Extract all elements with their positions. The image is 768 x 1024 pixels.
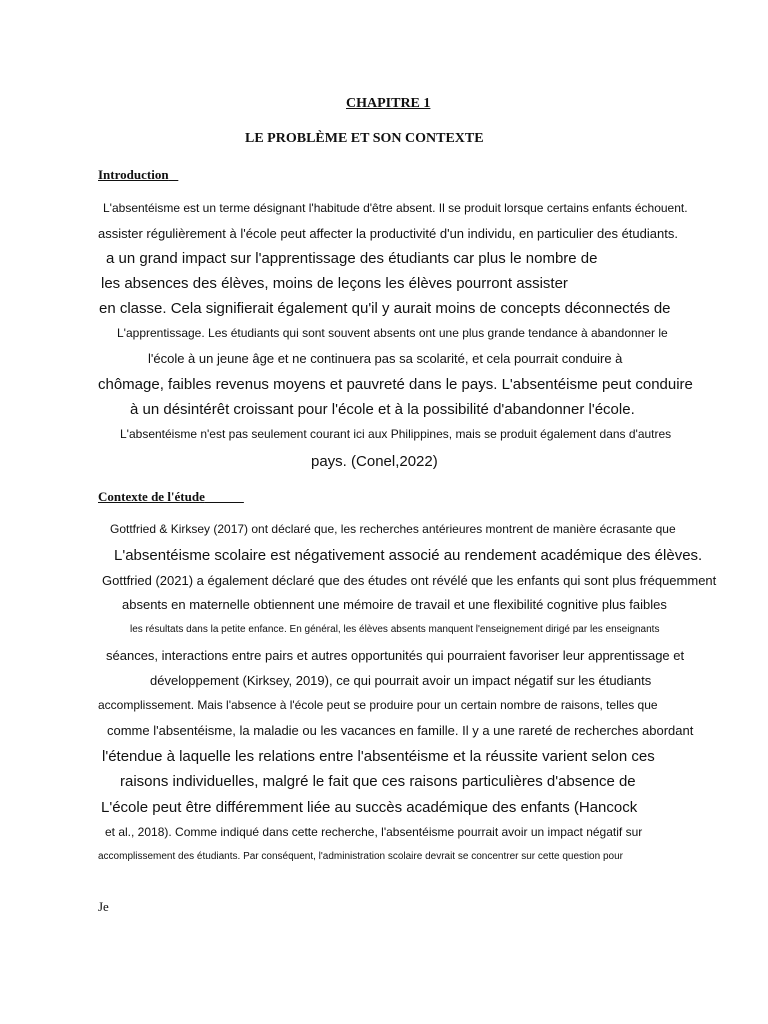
intro-line: chômage, faibles revenus moyens et pauvreté dans le pays. L'absentéisme peut conduire	[98, 376, 693, 393]
intro-line: à un désintérêt croissant pour l'école et à la possibilité d'abandonner l'école.	[130, 401, 635, 418]
intro-line: L'apprentissage. Les étudiants qui sont souvent absents ont une plus grande tendance à abandonner le	[117, 326, 668, 340]
context-line: L'école peut être différemment liée au succès académique des enfants (Hancock	[101, 799, 638, 816]
context-heading	[98, 489, 244, 505]
context-line: séances, interactions entre pairs et autres opportunités qui pourraient favoriser leur apprentissage et	[106, 648, 685, 663]
introduction-heading-text: Introduction	[98, 167, 169, 182]
intro-line: l'école à un jeune âge et ne continuera pas sa scolarité, et cela pourrait conduire à	[148, 351, 623, 366]
context-line: les résultats dans la petite enfance. En général, les élèves absents manquent l'enseignement dirigé par les enseignants	[130, 624, 660, 635]
footer-text: Je	[98, 899, 109, 914]
context-line: développement (Kirksey, 2019), ce qui pourrait avoir un impact négatif sur les étudiants	[150, 673, 652, 688]
context-line: absents en maternelle obtiennent une mémoire de travail et une flexibilité cognitive plus faibles	[122, 597, 667, 612]
intro-line: pays. (Conel,2022)	[311, 453, 438, 470]
intro-line: L'absentéisme est un terme désignant l'habitude d'être absent. Il se produit lorsque certains enfants échouent.	[103, 201, 688, 215]
context-line: Gottfried & Kirksey (2017) ont déclaré que, les recherches antérieures montrent de manière écrasante que	[110, 522, 676, 536]
intro-line: assister régulièrement à l'école peut affecter la productivité d'un individu, en particulier des étudiants.	[98, 226, 678, 241]
context-line: accomplissement des étudiants. Par conséquent, l'administration scolaire devrait se concentrer sur cette question pour	[98, 851, 623, 862]
chapter-title: CHAPITRE 1	[346, 96, 431, 111]
context-line: accomplissement. Mais l'absence à l'école peut se produire pour un certain nombre de raisons, telles que	[98, 698, 658, 712]
intro-line: a un grand impact sur l'apprentissage des étudiants car plus le nombre de	[106, 250, 598, 267]
chapter-subtitle: LE PROBLÈME ET SON CONTEXTE	[245, 131, 484, 146]
intro-line: en classe. Cela signifierait également qu'il y aurait moins de concepts déconnectés de	[99, 300, 671, 317]
intro-line: L'absentéisme n'est pas seulement courant ici aux Philippines, mais se produit également dans d'autres	[120, 427, 672, 441]
intro-line: les absences des élèves, moins de leçons les élèves pourront assister	[101, 275, 568, 292]
context-line: et al., 2018). Comme indiqué dans cette recherche, l'absentéisme pourrait avoir un impact négatif sur	[105, 825, 643, 839]
introduction-heading	[98, 167, 178, 183]
context-line: comme l'absentéisme, la maladie ou les vacances en famille. Il y a une rareté de recherches abordant	[107, 723, 694, 738]
context-line: Gottfried (2021) a également déclaré que des études ont révélé que les enfants qui sont plus fréquemment	[102, 573, 717, 588]
context-line: raisons individuelles, malgré le fait que ces raisons particulières d'absence de	[120, 773, 636, 790]
context-line: L'absentéisme scolaire est négativement associé au rendement académique des élèves.	[114, 547, 703, 564]
context-heading-text: Contexte de l'étude	[98, 489, 205, 504]
context-line: l'étendue à laquelle les relations entre l'absentéisme et la réussite varient selon ces	[102, 748, 655, 765]
